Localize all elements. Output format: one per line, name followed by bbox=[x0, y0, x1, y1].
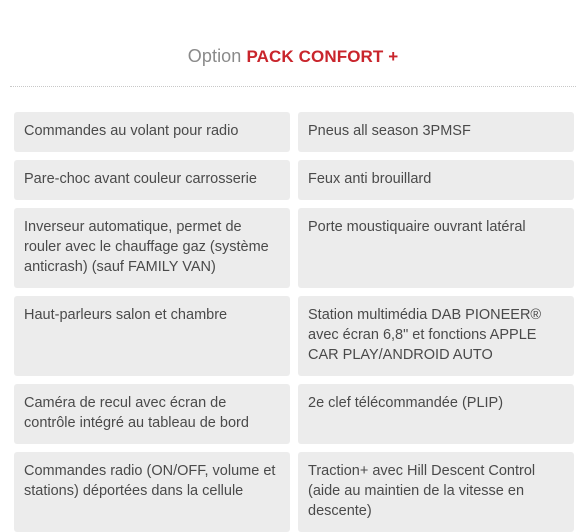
feature-item: Inverseur automatique, permet de rouler avec le chauffage gaz (système anticrash) (sauf FAMILY VAN) bbox=[14, 208, 290, 288]
feature-item: Station multimédia DAB PIONEER® avec écran 6,8" et fonctions APPLE CAR PLAY/ANDROID AUTO bbox=[298, 296, 574, 376]
feature-item: Feux anti brouillard bbox=[298, 160, 574, 200]
feature-item: Pare-choc avant couleur carrosserie bbox=[14, 160, 290, 200]
option-title-prefix: Option bbox=[187, 46, 242, 66]
option-title bbox=[0, 44, 586, 69]
feature-item: Traction+ avec Hill Descent Control (aide au maintien de la vitesse en descente) bbox=[298, 452, 574, 532]
dotted-divider bbox=[10, 86, 576, 87]
feature-item: Commandes au volant pour radio bbox=[14, 112, 290, 152]
pack-name: PACK CONFORT + bbox=[246, 47, 399, 66]
feature-item: Haut-parleurs salon et chambre bbox=[14, 296, 290, 376]
feature-item: Commandes radio (ON/OFF, volume et stations) déportées dans la cellule bbox=[14, 452, 290, 532]
feature-item: Pneus all season 3PMSF bbox=[298, 112, 574, 152]
feature-item: Porte moustiquaire ouvrant latéral bbox=[298, 208, 574, 288]
feature-grid bbox=[14, 112, 574, 532]
feature-item: Caméra de recul avec écran de contrôle intégré au tableau de bord bbox=[14, 384, 290, 444]
feature-item: 2e clef télécommandée (PLIP) bbox=[298, 384, 574, 444]
